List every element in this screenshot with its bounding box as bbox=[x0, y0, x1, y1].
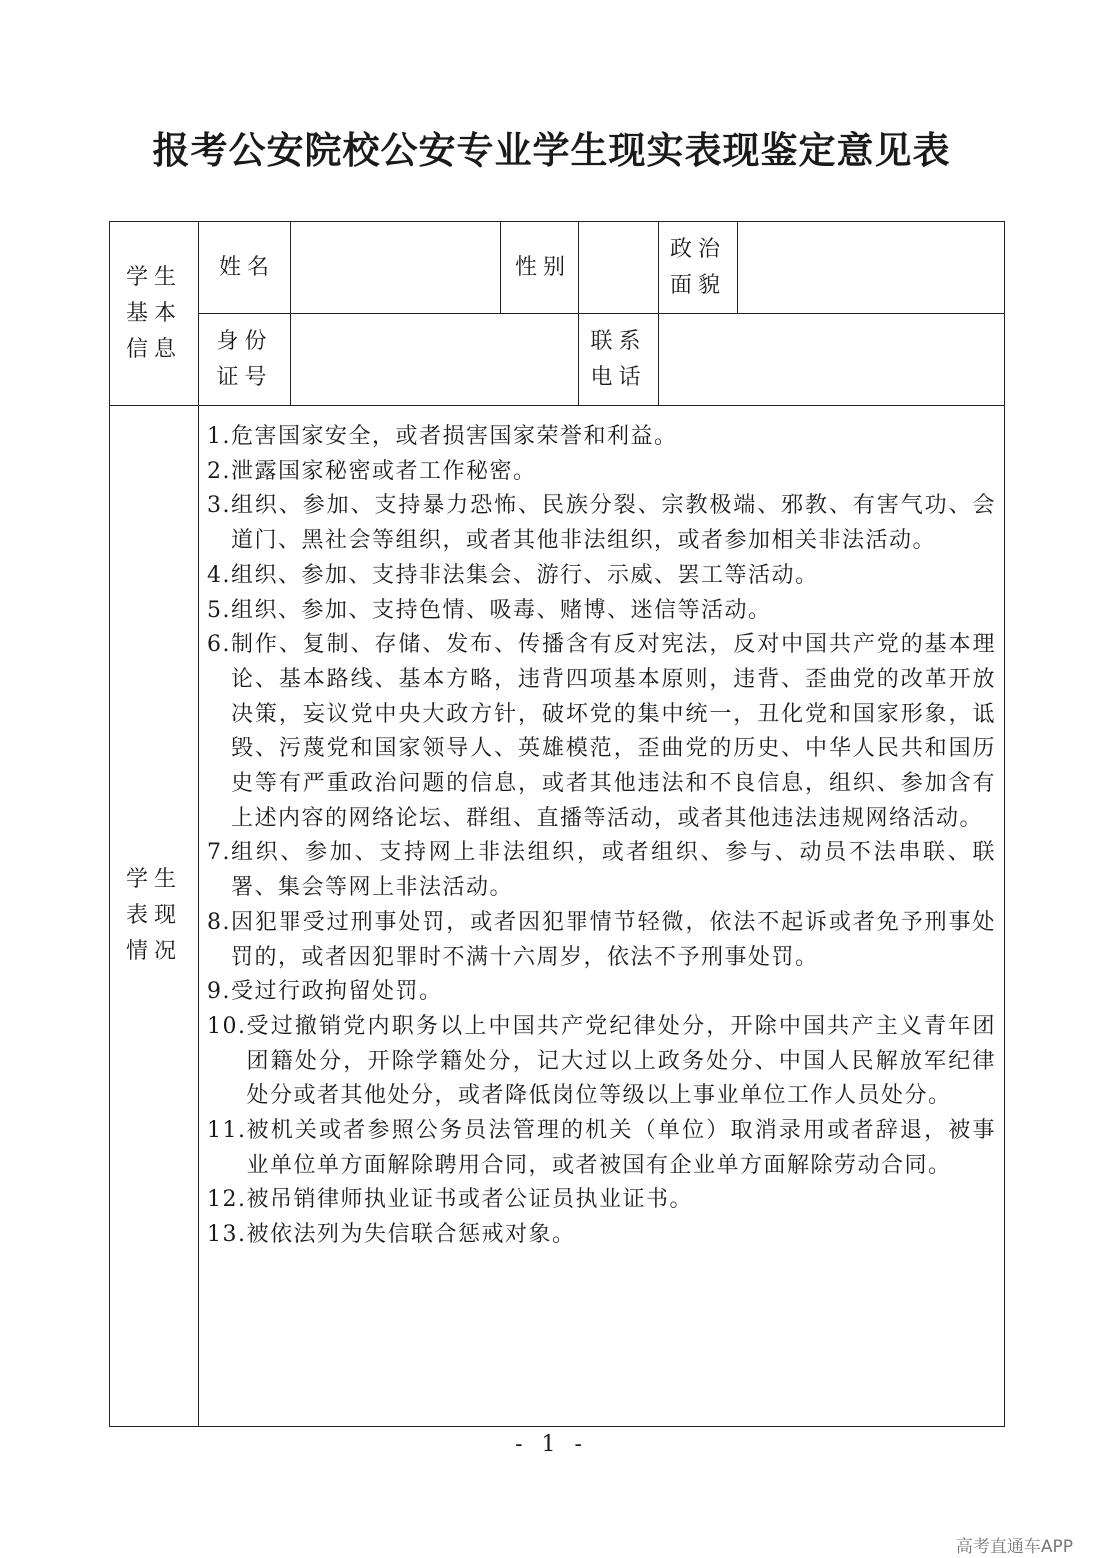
criteria-item-number: 8. bbox=[207, 909, 231, 935]
criteria-item-number: 10. bbox=[207, 1013, 247, 1039]
criteria-item-number: 7. bbox=[207, 840, 231, 866]
phone-label: 联系 电话 bbox=[579, 314, 659, 406]
criteria-item-text: 因犯罪受过刑事处罚，或者因犯罪情节轻微，依法不起诉或者免予刑事处罚的，或者因犯罪时不满十六周岁，依法不予刑事处罚。 bbox=[231, 909, 996, 970]
criteria-item-number: 3. bbox=[207, 493, 231, 519]
criteria-item bbox=[207, 975, 996, 1010]
criteria-item-text: 被依法列为失信联合惩戒对象。 bbox=[246, 1222, 576, 1248]
criteria-item-text: 危害国家安全，或者损害国家荣誉和利益。 bbox=[231, 424, 678, 449]
criteria-item-text: 组织、参加、支持网上非法组织，或者组织、参与、动员不法串联、联署、集会等网上非法活动。 bbox=[231, 840, 996, 901]
criteria-item-text: 泄露国家秘密或者工作秘密。 bbox=[231, 458, 537, 484]
criteria-item bbox=[207, 559, 996, 594]
criteria-item bbox=[207, 1183, 996, 1218]
name-label: 姓名 bbox=[199, 222, 291, 314]
criteria-item bbox=[207, 836, 996, 905]
page-number: - 1 - bbox=[515, 1432, 588, 1457]
criteria-item bbox=[207, 906, 996, 975]
criteria-item bbox=[207, 1218, 996, 1253]
form-title: 报考公安院校公安专业学生现实表现鉴定意见表 bbox=[152, 128, 951, 172]
criteria-item-text: 被吊销律师执业证书或者公证员执业证书。 bbox=[246, 1187, 694, 1213]
criteria-item-number: 4. bbox=[207, 562, 231, 588]
criteria-item-text: 组织、参加、支持暴力恐怖、民族分裂、宗教极端、邪教、有害气功、会道门、黑社会等组织，或者其他非法组织，或者参加相关非法活动。 bbox=[231, 493, 996, 554]
criteria-item-number: 2. bbox=[207, 458, 231, 484]
criteria-item-number: 12. bbox=[207, 1187, 247, 1213]
criteria-item bbox=[207, 455, 996, 490]
criteria-item-text: 被机关或者参照公务员法管理的机关（单位）取消录用或者辞退，被事业单位单方面解除聘用合同，或者被国有企业单方面解除劳动合同。 bbox=[246, 1118, 996, 1178]
criteria-item bbox=[207, 1114, 996, 1183]
criteria-list bbox=[199, 406, 1004, 1267]
basic-info-section-label: 学生 基本 信息 bbox=[110, 222, 199, 406]
id-number-label: 身份 证号 bbox=[199, 314, 291, 406]
criteria-item-number: 9. bbox=[207, 979, 231, 1005]
criteria-item bbox=[207, 420, 996, 455]
gender-label: 性别 bbox=[501, 222, 579, 314]
watermark: 高考直通车APP bbox=[955, 1537, 1073, 1557]
performance-criteria bbox=[199, 406, 1005, 1427]
politics-label: 政治 面貌 bbox=[659, 222, 738, 314]
criteria-item-text: 组织、参加、支持非法集会、游行、示威、罢工等活动。 bbox=[231, 562, 819, 588]
criteria-item-number: 1. bbox=[207, 424, 231, 449]
criteria-item bbox=[207, 489, 996, 558]
politics-field[interactable] bbox=[738, 222, 1005, 314]
gender-field[interactable] bbox=[579, 222, 659, 314]
criteria-item-number: 5. bbox=[207, 597, 231, 623]
criteria-item-number: 11. bbox=[207, 1118, 247, 1144]
appraisal-form-table bbox=[109, 221, 1005, 1427]
name-field[interactable] bbox=[291, 222, 501, 314]
criteria-item-text: 受过撤销党内职务以上中国共产党纪律处分，开除中国共产主义青年团团籍处分，开除学籍处分，记大过以上政务处分、中国人民解放军纪律处分或者其他处分，或者降低岗位等级以上事业单位工作人员处分。 bbox=[246, 1013, 996, 1109]
criteria-item-number: 13. bbox=[207, 1222, 247, 1248]
criteria-item-number: 6. bbox=[207, 632, 231, 658]
phone-field[interactable] bbox=[659, 314, 1005, 406]
criteria-item bbox=[207, 628, 996, 836]
criteria-item bbox=[207, 594, 996, 629]
criteria-item bbox=[207, 1010, 996, 1114]
criteria-item-text: 受过行政拘留处罚。 bbox=[231, 979, 443, 1005]
criteria-item-text: 组织、参加、支持色情、吸毒、赌博、迷信等活动。 bbox=[231, 597, 772, 623]
id-number-field[interactable] bbox=[291, 314, 579, 406]
criteria-item-text: 制作、复制、存储、发布、传播含有反对宪法，反对中国共产党的基本理论、基本路线、基本方略，违背四项基本原则，违背、歪曲党的改革开放决策，妄议党中央大政方针，破坏党的集中统一，丑化党和国家形象，诋毁、污蔑党和国家领导人、英雄模范，歪曲党的历史、中华人民共和国历史等有严重政治问题的信息，或者其他违法和不良信息，组织、参加含有上述内容的网络论坛、群组、直播等活动，或者其他违法违规网络活动。 bbox=[231, 632, 996, 831]
performance-section-label: 学生 表现 情况 bbox=[110, 406, 199, 1427]
